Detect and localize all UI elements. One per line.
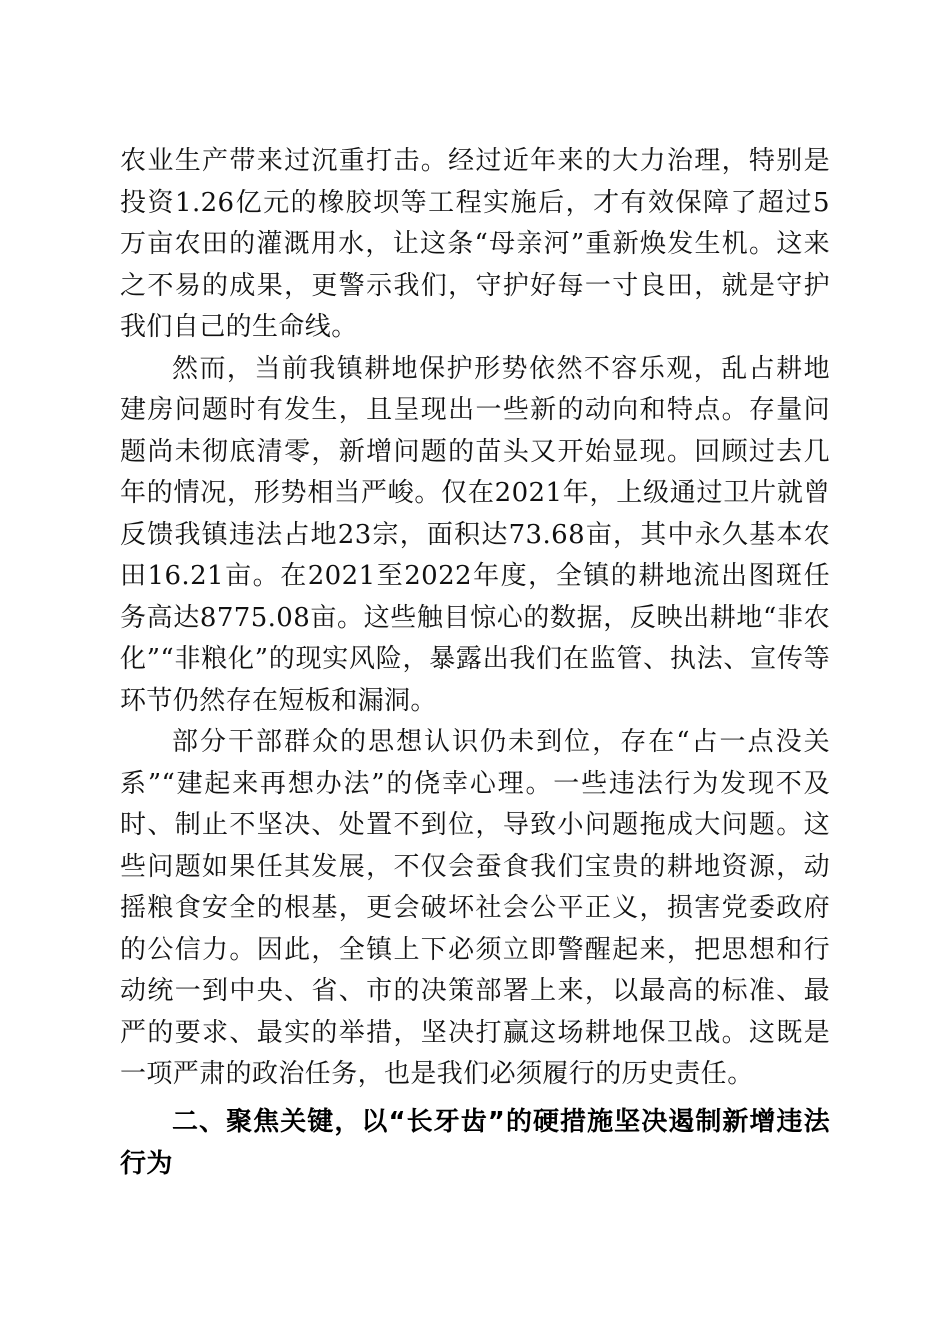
paragraph-continued: 农业生产带来过沉重打击。经过近年来的大力治理，特别是投资1.26亿元的橡胶坝等工程实施后，才有效保障了超过5万亩农田的灌溉用水，让这条“母亲河”重新焕发生机。这来之不易的成果，更警示我们，守护好每一寸良田，就是守护我们自己的生命线。 <box>120 146 830 342</box>
paragraph-situation: 然而，当前我镇耕地保护形势依然不容乐观，乱占耕地建房问题时有发生，且呈现出一些新的动向和特点。存量问题尚未彻底清零，新增问题的苗头又开始显现。回顾过去几年的情况，形势相当严峻。仅在2021年，上级通过卫片就曾反馈我镇违法占地23宗，面积达73.68亩，其中永久基本农田16.21亩。在2021至2022年度，全镇的耕地流出图斑任务高达8775.08亩。这些触目惊心的数据，反映出耕地“非农化”“非粮化”的现实风险，暴露出我们在监管、执法、宣传等环节仍然存在短板和漏洞。 <box>120 353 830 716</box>
paragraph-awareness: 部分干部群众的思想认识仍未到位，存在“占一点没关系”“建起来再想办法”的侥幸心理。一些违法行为发现不及时、制止不坚决、处置不到位，导致小问题拖成大问题。这些问题如果任其发展，不仅会蚕食我们宝贵的耕地资源，动摇粮食安全的根基，更会破坏社会公平正义，损害党委政府的公信力。因此，全镇上下必须立即警醒起来，把思想和行动统一到中央、省、市的决策部署上来，以最高的标准、最严的要求、最实的举措，坚决打赢这场耕地保卫战。这既是一项严肃的政治任务，也是我们必须履行的历史责任。 <box>120 727 830 1089</box>
section-heading: 二、聚焦关键，以“长牙齿”的硬措施坚决遏制新增违法行为 <box>120 1106 830 1179</box>
document-body <box>120 141 830 1185</box>
